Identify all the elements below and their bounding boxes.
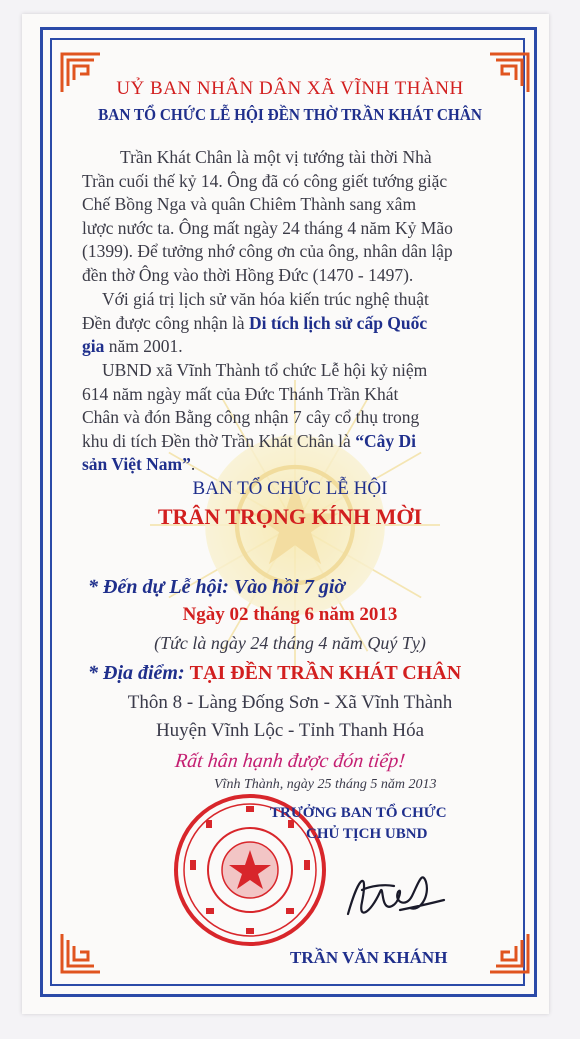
welcome-message: Rất hân hạnh được đón tiếp! [173,750,407,772]
text-line: Trần cuối thế kỷ 14. Ông đã có công giết tướng giặc [82,170,448,191]
bold-text: sản Việt Nam” [82,454,191,474]
invite-organizer: BAN TỔ CHỨC LỄ HỘI [192,478,388,499]
place-label: * Địa điểm: [88,662,190,684]
text-line: Chế Bồng Nga và quân Chiêm Thành sang xâm [82,194,417,214]
lunar-date-text: (Tức là ngày 24 tháng 4 năm Quý Tỵ) [154,633,426,653]
event-date: Ngày 02 tháng 6 năm 2013 [182,604,398,625]
header-organizer-name: BAN TỔ CHỨC LỄ HỘI ĐỀN THỜ TRẦN KHÁT CHÂN [98,105,482,124]
text-line [82,453,522,477]
text-line: đền thờ Ông vào thời Hồng Đức (1470 - 1497). [82,264,414,285]
text-line: Chân và đón Bằng công nhận 7 cây cổ thụ trong [82,407,420,427]
place-name: TẠI ĐỀN TRẦN KHÁT CHÂN [189,662,462,684]
corner-ornament-bottom-right [486,930,532,976]
address-line-2: Huyện Vĩnh Lộc - Tỉnh Thanh Hóa [155,720,425,741]
text-span: . [190,454,196,474]
text-line: 614 năm ngày mất của Đức Thánh Trần Khát [82,383,399,404]
event-time: * Đến dự Lễ hội: Vào hồi 7 giờ [88,576,346,598]
address-line-1: Thôn 8 - Làng Đống Sơn - Xã Vĩnh Thành [127,692,453,713]
event-place [88,662,461,685]
heritage-paragraph [82,288,522,359]
text-line [82,430,522,454]
history-paragraph [82,146,522,287]
text-line: Với giá trị lịch sử văn hóa kiến trúc nghệ thuật [102,289,429,309]
event-lunar-date [0,633,580,654]
text-span: năm 2001. [104,336,183,356]
signer-role-2: CHỦ TỊCH UBND [306,826,428,842]
bold-text: gia [82,336,105,356]
signer-name: TRẦN VĂN KHÁNH [290,948,448,967]
header-committee-name: UỶ BAN NHÂN DÂN XÃ VĨNH THÀNH [116,78,464,99]
text-line: (1399). Để tưởng nhớ công ơn của ông, nhân dân lập [82,241,453,261]
handwritten-signature [340,862,450,932]
text-line: lược nước ta. Ông mất ngày 24 tháng 4 năm Kỷ Mão [82,217,453,238]
text-span: Đền được công nhận là [82,312,249,333]
text-line [82,312,522,336]
bold-text: “Cây Di [355,430,416,451]
festival-paragraph [82,359,522,477]
corner-ornament-bottom-left [58,930,104,976]
text-span: khu di tích Đền thờ Trần Khát Chân là [82,430,356,451]
bold-text: Di tích lịch sử cấp Quốc [248,312,428,333]
signer-role-1: TRƯỞNG BAN TỔ CHỨC [270,805,447,821]
text-line: Trần Khát Chân là một vị tướng tài thời Nhà [120,147,432,167]
text-line [82,335,522,359]
invite-title: TRÂN TRỌNG KÍNH MỜI [157,504,423,529]
text-line: UBND xã Vĩnh Thành tổ chức Lễ hội kỷ niệm [102,360,428,380]
place-and-date: Vĩnh Thành, ngày 25 tháng 5 năm 2013 [214,777,437,792]
